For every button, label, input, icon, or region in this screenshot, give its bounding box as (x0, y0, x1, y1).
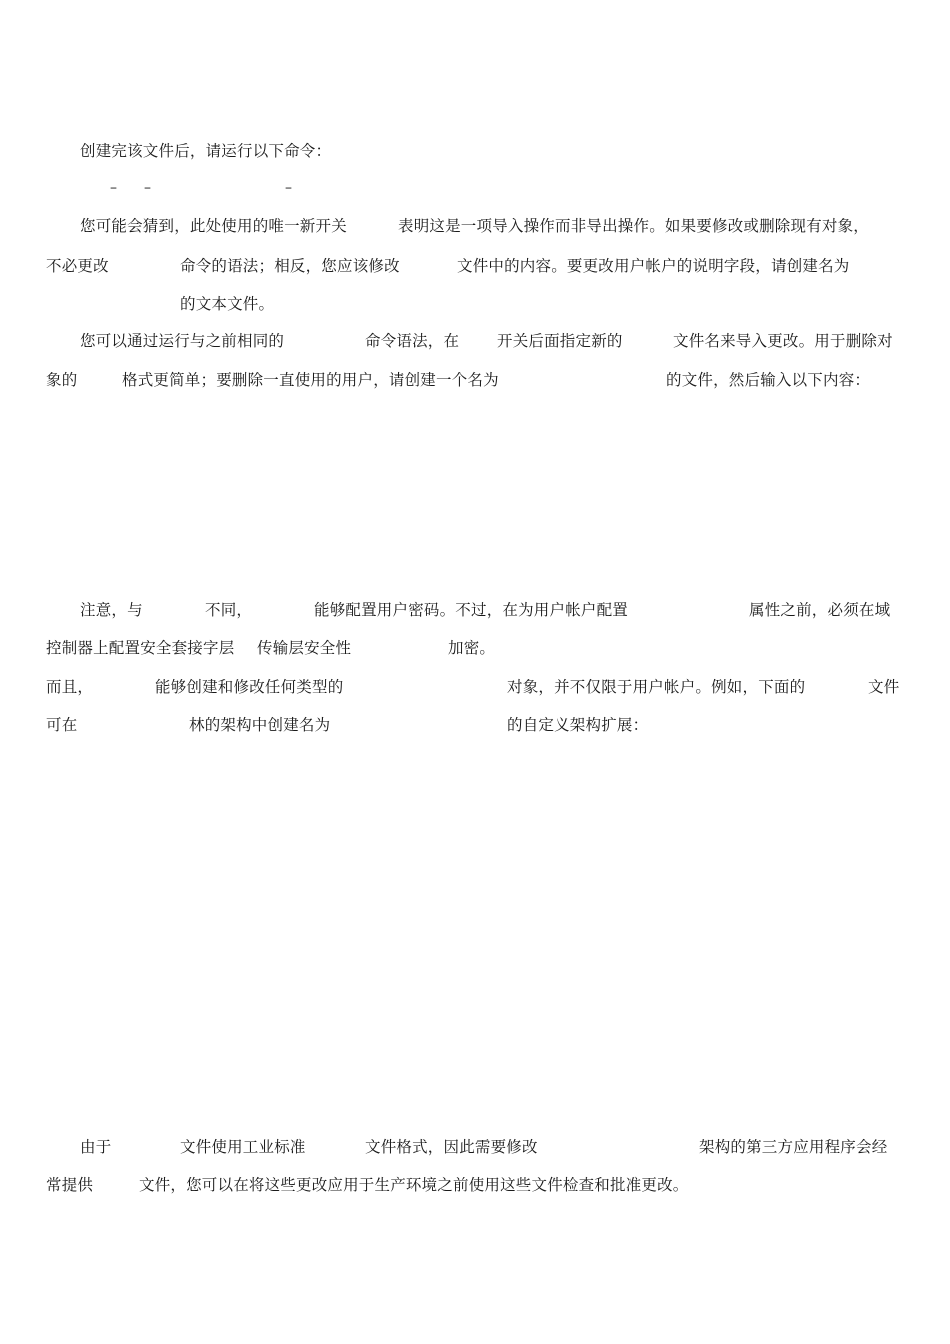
paragraph-5-text: 由于 (80, 1138, 112, 1156)
paragraph-3-text: 您可以通过运行与之前相同的 (80, 332, 285, 350)
command-dash: – (144, 180, 151, 196)
paragraph-5-text: 常提供 (46, 1176, 94, 1194)
paragraph-2-text: 不必更改 (46, 257, 109, 275)
paragraph-3-text: 的文件，然后输入以下内容： (666, 371, 871, 389)
paragraph-5-text: 文件使用工业标准 (180, 1138, 306, 1156)
paragraph-4-text: 传输层安全性 (257, 639, 352, 657)
paragraph-4-text: 属性之前，必须在域 (749, 601, 891, 619)
paragraph-4-text: 而且， (46, 678, 94, 696)
paragraph-4-text: 控制器上配置安全套接字层 (46, 639, 235, 657)
paragraph-3-text: 文件名来导入更改。用于删除对 (673, 332, 893, 350)
paragraph-4-text: 对象，并不仅限于用户帐户。例如，下面的 (507, 678, 806, 696)
paragraph-3-text: 开关后面指定新的 (497, 332, 623, 350)
paragraph-4-text: 的自定义架构扩展： (507, 716, 649, 734)
command-dash: – (285, 180, 292, 196)
paragraph-4-text: 林的架构中创建名为 (189, 716, 331, 734)
paragraph-5-text: 文件，您可以在将这些更改应用于生产环境之前使用这些文件检查和批准更改。 (139, 1176, 689, 1194)
paragraph-2-text: 的文本文件。 (180, 295, 275, 313)
paragraph-2-text: 文件中的内容。要更改用户帐户的说明字段，请创建名为 (457, 257, 850, 275)
paragraph-4-text: 能够配置用户密码。不过，在为用户帐户配置 (314, 601, 629, 619)
paragraph-5-text: 文件格式，因此需要修改 (365, 1138, 538, 1156)
paragraph-3-text: 象的 (46, 371, 78, 389)
paragraph-3-text: 格式更简单；要删除一直使用的用户，请创建一个名为 (122, 371, 499, 389)
paragraph-4-text: 能够创建和修改任何类型的 (155, 678, 344, 696)
paragraph-4-text: 不同， (205, 601, 253, 619)
paragraph-2-text: 您可能会猜到，此处使用的唯一新开关 (80, 217, 347, 235)
paragraph-1-line-1: 创建完该文件后，请运行以下命令： (80, 142, 332, 160)
paragraph-4-text: 加密。 (448, 639, 496, 657)
paragraph-4-text: 注意，与 (80, 601, 143, 619)
command-dash: – (110, 180, 117, 196)
paragraph-2-text: 命令的语法；相反，您应该修改 (180, 257, 400, 275)
paragraph-5-text: 架构的第三方应用程序会经 (699, 1138, 888, 1156)
paragraph-3-text: 命令语法，在 (365, 332, 460, 350)
paragraph-4-text: 文件 (868, 678, 900, 696)
paragraph-4-text: 可在 (46, 716, 78, 734)
paragraph-2-text: 表明这是一项导入操作而非导出操作。如果要修改或删除现有对象， (398, 217, 870, 235)
